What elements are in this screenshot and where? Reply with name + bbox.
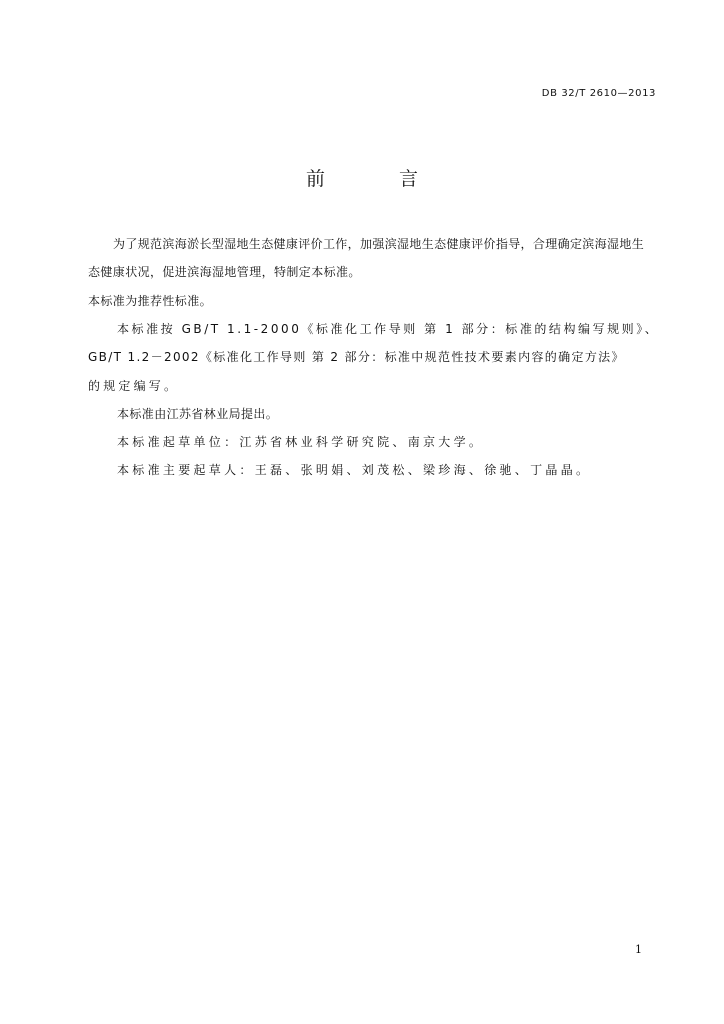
paragraph-proposer: 本标准由江苏省林业局提出。 xyxy=(117,407,279,421)
paragraph-purpose-line-2: 态健康状况，促进滨海湿地管理，特制定本标准。 xyxy=(88,265,361,279)
paragraph-drafting-rules-line-3: 的规定编写。 xyxy=(88,379,180,393)
paragraph-drafting-rules-line-1: 本标准按 GB/T 1.1-2000《标准化工作导则 第 1 部分：标准的结构编写规则》、 xyxy=(117,322,660,336)
paragraph-drafting-rules-line-2: GB/T 1.2－2002《标准化工作导则 第 2 部分：标准中规范性技术要素内容的确定方法》 xyxy=(88,350,625,364)
standard-code: DB 32/T 2610—2013 xyxy=(541,88,656,99)
paragraph-recommended-standard: 本标准为推荐性标准。 xyxy=(88,294,213,308)
page-number: 1 xyxy=(635,943,642,956)
paragraph-drafters: 本标准主要起草人：王磊、张明娟、刘茂松、梁珍海、徐驰、丁晶晶。 xyxy=(117,463,592,477)
page-title: 前 言 xyxy=(305,168,453,190)
paragraph-drafting-units: 本标准起草单位：江苏省林业科学研究院、南京大学。 xyxy=(117,435,485,449)
paragraph-purpose-line-1: 为了规范滨海淤长型湿地生态健康评价工作，加强滨湿地生态健康评价指导，合理确定滨海湿地生 xyxy=(113,237,645,251)
